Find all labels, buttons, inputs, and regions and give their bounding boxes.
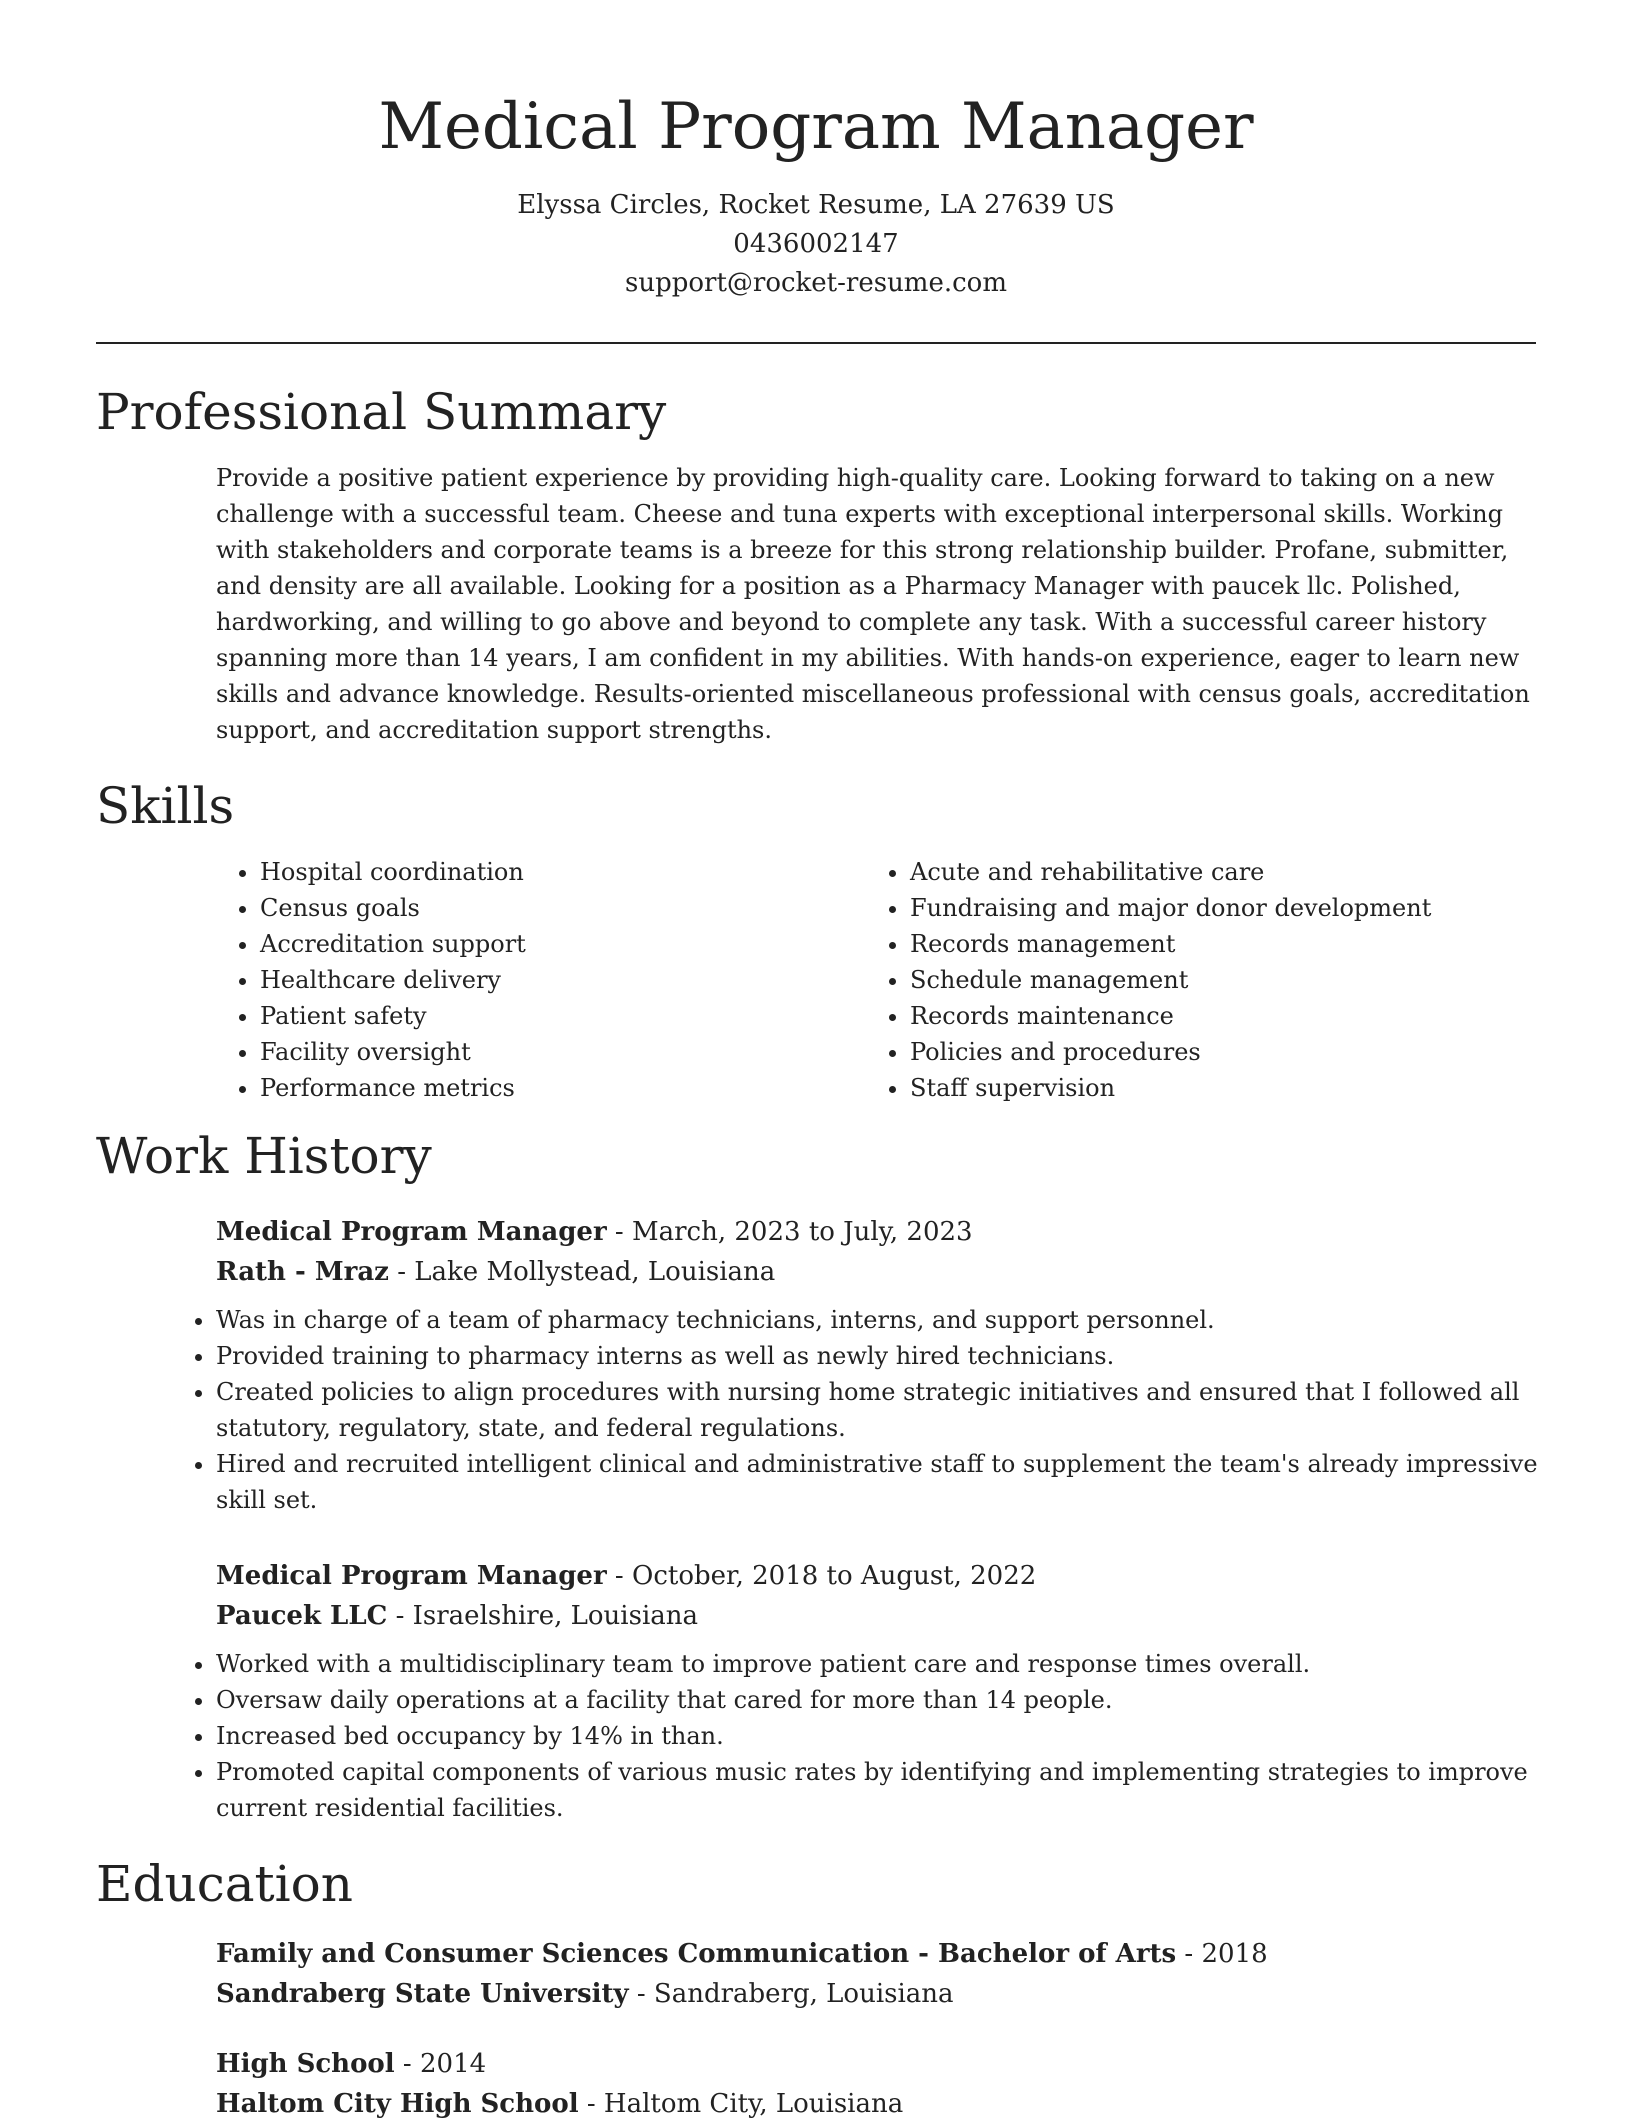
contact-block (0, 186, 1632, 303)
skill-item: • Policies and procedures (910, 1034, 1516, 1070)
separator: - (578, 2089, 604, 2119)
job-bullet: • Provided training to pharmacy interns as well as newly hired technicians. (216, 1338, 1538, 1374)
job-title: Medical Program Manager (216, 1217, 607, 1247)
resume-header (0, 0, 1632, 303)
skills-column-right (866, 854, 1516, 1106)
job-bullets (172, 1302, 1538, 1518)
education-year: 2014 (419, 2049, 487, 2079)
education-entry (216, 2044, 1538, 2124)
skill-item: • Records management (910, 926, 1516, 962)
skill-item: • Records maintenance (910, 998, 1516, 1034)
job-bullet: • Oversaw daily operations at a facility that cared for more than 14 people. (216, 1682, 1538, 1718)
job-title-line (216, 1212, 1538, 1252)
education-degree: High School (216, 2049, 395, 2079)
job-title: Medical Program Manager (216, 1561, 607, 1591)
skill-item: • Hospital coordination (260, 854, 866, 890)
job-entry (216, 1212, 1538, 1518)
education-school: Sandraberg State University (216, 1979, 629, 2009)
separator: - (388, 1257, 415, 1287)
header-divider (96, 342, 1536, 344)
skills-list-right (866, 854, 1516, 1106)
job-bullet: • Increased bed occupancy by 14% in than. (216, 1718, 1538, 1754)
summary-text: Provide a positive patient experience by providing high-quality care. Looking forward to taking on a new challenge with a successful team. Cheese and tuna experts with exceptional interpersonal skills. Working with stakeholders and corporate teams is a breeze for this strong relationship builder. Profane, submitter, and density are all available. Looking for a position as a Pharmacy Manager with paucek llc. Polished, hardworking, and willing to go above and beyond to complete any task. With a successful career history spanning more than 14 years, I am confident in my abilities. With hands-on experience, eager to learn new skills and advance knowledge. Results-oriented miscellaneous professional with census goals, accreditation support, and accreditation support strengths. (216, 464, 1530, 744)
separator: - (628, 1979, 654, 2009)
skill-item: • Fundraising and major donor development (910, 890, 1516, 926)
skill-item: • Healthcare delivery (260, 962, 866, 998)
education-year: 2018 (1201, 1939, 1268, 1969)
skill-item: • Facility oversight (260, 1034, 866, 1070)
job-bullet: • Promoted capital components of various music rates by identifying and implementing strategies to improve current residential facilities. (216, 1754, 1538, 1826)
education-school: Haltom City High School (216, 2089, 579, 2119)
job-location: Lake Mollystead, Louisiana (414, 1257, 776, 1287)
skills-list-left (216, 854, 866, 1106)
job-bullets (172, 1646, 1538, 1826)
work-history-heading: Work History (96, 1127, 432, 1185)
job-location: Israelshire, Louisiana (412, 1601, 699, 1631)
education-heading: Education (96, 1855, 353, 1913)
separator: - (1176, 1939, 1202, 1969)
education-degree: Family and Consumer Sciences Communication - Bachelor of Arts (216, 1939, 1177, 1969)
job-entry (216, 1556, 1538, 1826)
contact-email: support@rocket-resume.com (624, 268, 1007, 298)
contact-phone: 0436002147 (733, 229, 899, 259)
skill-item: • Performance metrics (260, 1070, 866, 1106)
job-dates: March, 2023 to July, 2023 (632, 1217, 973, 1247)
contact-address: Elyssa Circles, Rocket Resume, LA 27639 US (517, 190, 1115, 220)
job-bullet: • Created policies to align procedures with nursing home strategic initiatives and ensured that I followed all statutory, regulatory, state, and federal regulations. (216, 1374, 1538, 1446)
skills-section (216, 854, 1538, 1106)
skill-item: • Staff supervision (910, 1070, 1516, 1106)
skill-item: • Acute and rehabilitative care (910, 854, 1516, 890)
skill-item: • Patient safety (260, 998, 866, 1034)
job-bullet: • Worked with a multidisciplinary team to improve patient care and response times overall. (216, 1646, 1538, 1682)
job-dates: October, 2018 to August, 2022 (632, 1561, 1037, 1591)
job-bullet: • Was in charge of a team of pharmacy technicians, interns, and support personnel. (216, 1302, 1538, 1338)
education-degree-line (216, 1934, 1538, 1974)
separator: - (387, 1601, 413, 1631)
skills-column-left (216, 854, 866, 1106)
job-company: Paucek LLC (216, 1601, 388, 1631)
education-location: Haltom City, Louisiana (603, 2089, 904, 2119)
education-entry (216, 1934, 1538, 2014)
education-degree-line (216, 2044, 1538, 2084)
skills-heading: Skills (96, 777, 235, 835)
job-company: Rath - Mraz (216, 1257, 389, 1287)
education-school-line (216, 2084, 1538, 2124)
education-school-line (216, 1974, 1538, 2014)
job-bullet: • Hired and recruited intelligent clinical and administrative staff to supplement the team's already impressive skill set. (216, 1446, 1538, 1518)
summary-heading: Professional Summary (96, 383, 667, 441)
separator: - (606, 1217, 632, 1247)
page-title: Medical Program Manager (378, 90, 1254, 164)
job-title-line (216, 1556, 1538, 1596)
job-company-line (216, 1252, 1538, 1292)
education-location: Sandraberg, Louisiana (653, 1979, 954, 2009)
separator: - (394, 2049, 420, 2079)
skill-item: • Schedule management (910, 962, 1516, 998)
summary-section (216, 460, 1538, 748)
separator: - (606, 1561, 632, 1591)
skill-item: • Census goals (260, 890, 866, 926)
job-company-line (216, 1596, 1538, 1636)
skill-item: • Accreditation support (260, 926, 866, 962)
